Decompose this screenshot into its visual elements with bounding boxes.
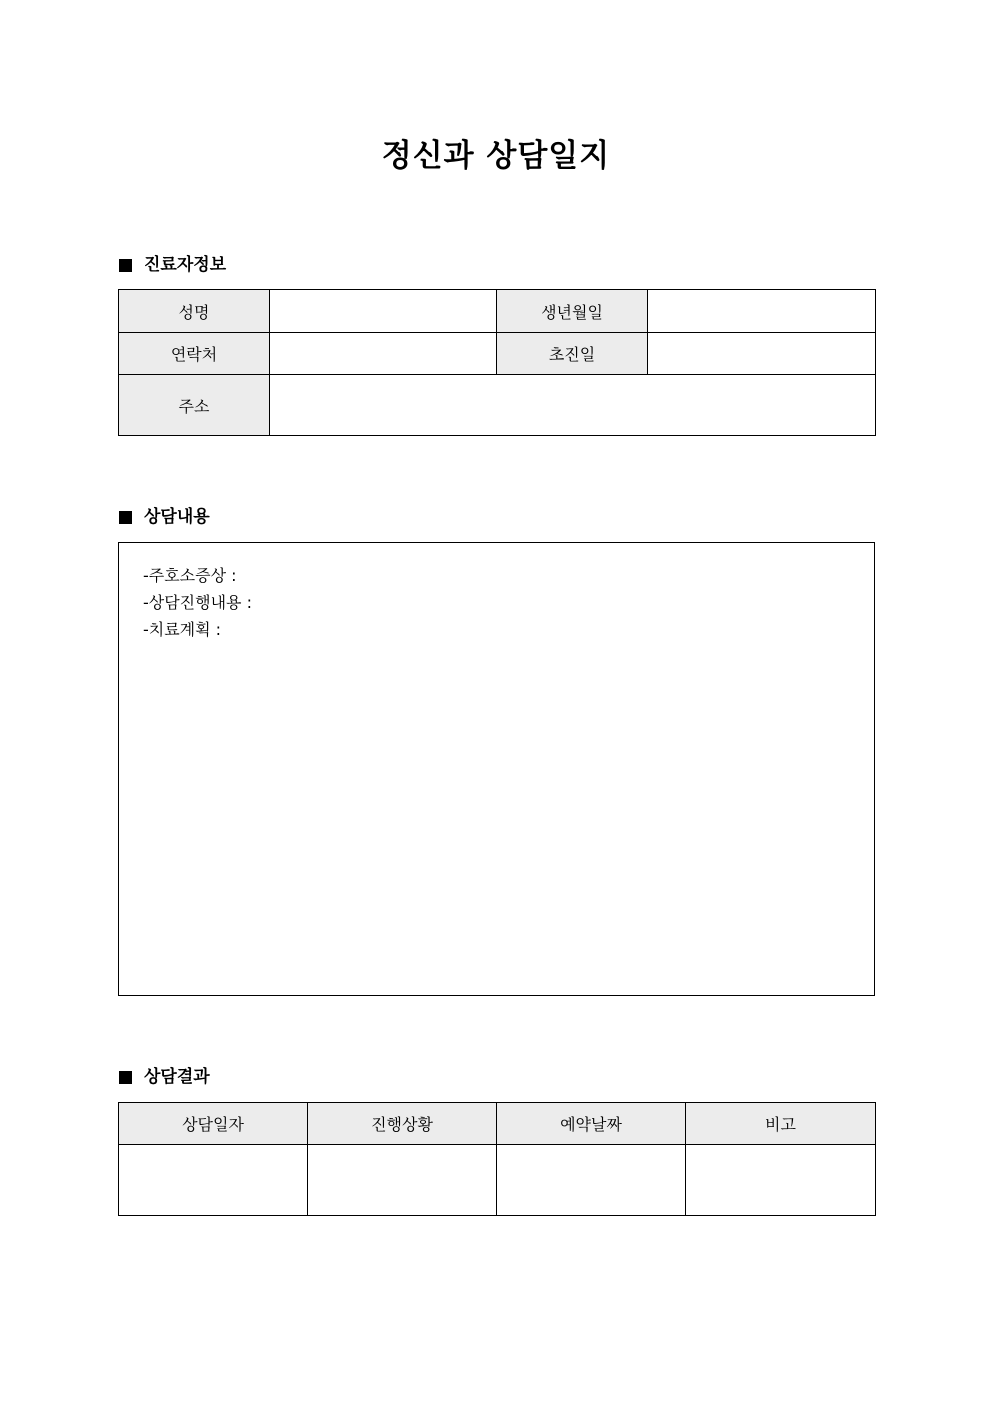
section-heading-patient-info [119,253,226,277]
section-heading-label: 상담결과 [144,1067,210,1087]
page-title: 정신과 상담일지 [381,138,611,174]
birth-date-field[interactable] [648,290,876,333]
first-visit-label: 초진일 [497,333,648,375]
column-header-consult-date: 상담일자 [119,1103,308,1145]
remarks-cell[interactable] [686,1145,876,1216]
consult-date-cell[interactable] [119,1145,308,1216]
black-square-icon [119,511,132,524]
table-header-row [119,1103,876,1145]
name-label: 성명 [119,290,270,333]
first-visit-field[interactable] [648,333,876,375]
table-row [119,333,876,375]
black-square-icon [119,259,132,272]
patient-info-table [118,289,876,436]
contact-label: 연락처 [119,333,270,375]
progress-cell[interactable] [308,1145,497,1216]
reservation-date-cell[interactable] [497,1145,686,1216]
table-row [119,290,876,333]
birth-date-label: 생년월일 [497,290,648,333]
consultation-content-box[interactable] [118,542,875,996]
column-header-remarks: 비고 [686,1103,876,1145]
section-heading-label: 진료자정보 [144,255,227,275]
consultation-progress-line: -상담진행내용 : [143,593,252,612]
section-heading-label: 상담내용 [144,507,210,527]
section-heading-results [119,1065,210,1089]
address-field[interactable] [270,375,876,436]
section-heading-consultation [119,505,210,529]
column-header-reservation-date: 예약날짜 [497,1103,686,1145]
contact-field[interactable] [270,333,497,375]
results-table [118,1102,876,1216]
column-header-progress: 진행상황 [308,1103,497,1145]
address-label: 주소 [119,375,270,436]
name-field[interactable] [270,290,497,333]
chief-complaint-line: -주호소증상 : [143,566,237,585]
table-row [119,375,876,436]
consultation-lines [143,562,252,643]
treatment-plan-line: -치료계획 : [143,620,222,639]
black-square-icon [119,1071,132,1084]
table-row [119,1145,876,1216]
